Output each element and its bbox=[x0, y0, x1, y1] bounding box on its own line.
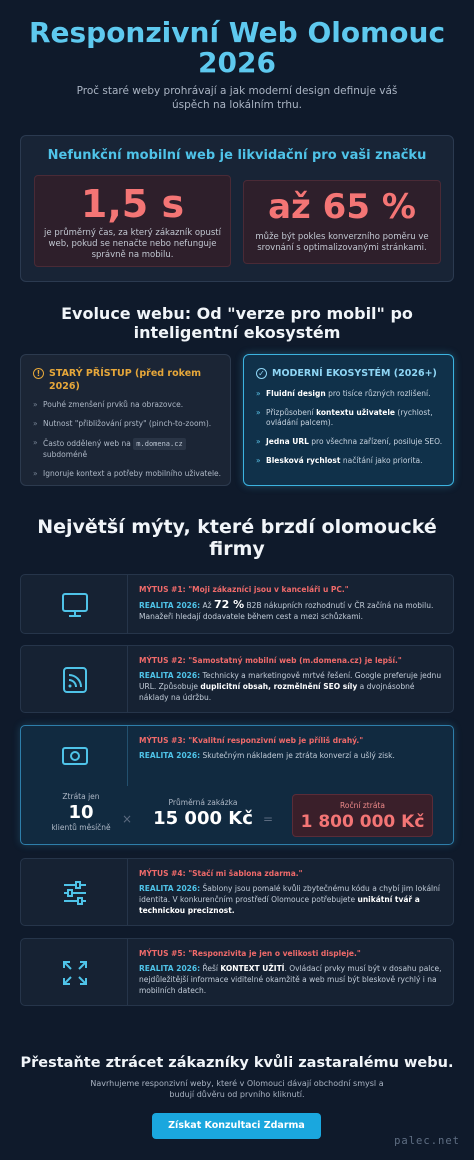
modern-ecosystem-card bbox=[243, 354, 454, 486]
item-text: Často oddělený web na bbox=[43, 439, 131, 448]
avg-order bbox=[141, 798, 265, 830]
stat-text: je průměrný čas, za který zákazník opustí web, pokud se nenačte nebo nefunguje správně na mobilu. bbox=[44, 228, 221, 260]
myth-text bbox=[139, 656, 443, 703]
reality-strong: unikátní tvář a technickou preciznost. bbox=[139, 895, 420, 915]
item-strong: Blesková rychlost bbox=[266, 456, 341, 465]
old-approach-title: STARÝ PŘÍSTUP (před rokem 2026) bbox=[49, 368, 202, 392]
calc-label: Průměrná zakázka bbox=[168, 798, 238, 807]
list-item: » Ignoruje kontext a potřeby mobilního uživatele. bbox=[33, 469, 222, 479]
stat-card-conversion bbox=[243, 180, 441, 264]
calc-value: 15 000 Kč bbox=[153, 808, 253, 829]
money-icon bbox=[60, 741, 90, 771]
myth-icon-col bbox=[21, 726, 128, 786]
reality-strong: duplicitní obsah, rozmělnění SEO síly bbox=[200, 682, 358, 691]
list-item bbox=[256, 389, 445, 399]
list-item bbox=[33, 438, 222, 460]
calc-value: 1 800 000 Kč bbox=[300, 812, 425, 832]
monitor-icon bbox=[60, 590, 90, 620]
reality-label: REALITA 2026: bbox=[139, 601, 201, 610]
modern-title: MODERNÍ EKOSYSTÉM (2026+) bbox=[272, 368, 437, 379]
myth-card-5 bbox=[20, 938, 454, 1006]
myth-card-2 bbox=[20, 645, 454, 713]
list-item bbox=[256, 408, 445, 428]
reality-label: REALITA 2026: bbox=[139, 964, 201, 973]
item-text: Přizpůsobení bbox=[266, 408, 314, 417]
myth-text bbox=[139, 736, 443, 761]
reality-highlight: 72 % bbox=[213, 598, 245, 611]
check-circle-icon: ✓ bbox=[256, 368, 267, 379]
myth-icon-col bbox=[21, 646, 128, 712]
page-title: Responzivní Web Olomouc 2026 bbox=[28, 16, 446, 79]
reality-text: Až bbox=[202, 601, 212, 610]
list-item: » Pouhé zmenšení prvků na obrazovce. bbox=[33, 400, 222, 410]
list-item bbox=[256, 456, 445, 466]
mobile-rss-icon bbox=[60, 665, 90, 695]
myth-card-4 bbox=[20, 858, 454, 926]
modern-head bbox=[256, 367, 443, 380]
myth-text bbox=[139, 585, 443, 622]
myth-label: MÝTUS #4: "Stačí mi šablona zdarma." bbox=[139, 869, 303, 878]
warning-icon: ! bbox=[33, 368, 44, 379]
annual-loss bbox=[292, 794, 433, 837]
list-item bbox=[256, 437, 445, 447]
myth-icon-col bbox=[21, 575, 128, 633]
reality-label: REALITA 2026: bbox=[139, 884, 201, 893]
loss-calculation bbox=[21, 788, 453, 845]
myth-icon-col bbox=[21, 859, 128, 925]
item-text: subdoméně bbox=[43, 450, 88, 459]
reality-text: Technicky a marketingově mrtvé řešení. Google preferuje jednu URL. Způsobuje bbox=[139, 671, 442, 691]
myth-icon-col bbox=[21, 939, 128, 1005]
modern-list bbox=[256, 389, 445, 475]
page-subtitle: Proč staré weby prohrávají a jak moderní design definuje váš úspěch na lokálním trhu. bbox=[76, 85, 398, 111]
old-approach-head bbox=[33, 367, 220, 393]
reality-label: REALITA 2026: bbox=[139, 671, 201, 680]
myth-text bbox=[139, 869, 443, 916]
stat-value: 1,5 s bbox=[80, 182, 185, 226]
old-approach-card bbox=[20, 354, 231, 486]
reality-text: Skutečným nákladem je ztráta konverzí a ušlý zisk. bbox=[202, 751, 395, 760]
item-strong: Fluidní design bbox=[266, 389, 326, 398]
myth-label: MÝTUS #3: "Kvalitní responzivní web je příliš drahý." bbox=[139, 736, 364, 745]
myth-card-1 bbox=[20, 574, 454, 634]
myth-reality bbox=[139, 883, 443, 916]
calc-value: 10 bbox=[68, 802, 94, 823]
reality-text: a dvojnásobné náklady na údržbu. bbox=[139, 682, 415, 702]
multiply-sign: × bbox=[122, 812, 133, 826]
problem-title: Nefunkční mobilní web je likvidační pro vaši značku bbox=[47, 148, 427, 163]
sliders-icon bbox=[60, 878, 90, 908]
item-text: (rychlost, ovládání palcem). bbox=[266, 408, 433, 427]
reality-label: REALITA 2026: bbox=[139, 751, 201, 760]
reality-text: Řeší bbox=[202, 964, 218, 973]
myth-label: MÝTUS #1: "Moji zákazníci jsou v kanceláři u PC." bbox=[139, 585, 349, 594]
reality-text: Šablony jsou pomalé kvůli zbytečnému kódu a chybí jim lokální identita. V konkurenčním prostředí Olomouce potřebujete bbox=[139, 884, 440, 904]
item-strong: Jedna URL bbox=[266, 437, 309, 446]
old-approach-list bbox=[33, 400, 222, 488]
get-consultation-button[interactable]: Získat Konzultaci Zdarma bbox=[152, 1113, 321, 1139]
stat-value: až 65 % bbox=[268, 187, 416, 227]
lost-clients bbox=[33, 792, 129, 833]
item-text: načítání jako priorita. bbox=[342, 456, 423, 465]
evolution-title: Evoluce webu: Od "verze pro mobil" po inteligentní ekosystém bbox=[61, 304, 413, 342]
footer-title: Přestaňte ztrácet zákazníky kvůli zastaralému webu. bbox=[20, 1055, 454, 1071]
myth-reality bbox=[139, 670, 443, 703]
myth-reality bbox=[139, 599, 443, 622]
footer-subtitle: Navrhujeme responzivní weby, které v Olomouci dávají obchodní smysl a budují důvěru od prvního kliknutí. bbox=[90, 1079, 384, 1099]
item-text: pro všechna zařízení, posiluje SEO. bbox=[311, 437, 443, 446]
list-item: » Nutnost "přibližování prsty" (pinch-to-zoom). bbox=[33, 419, 222, 429]
item-text: pro tisíce různých rozlišení. bbox=[328, 389, 431, 398]
expand-icon bbox=[60, 958, 90, 988]
reality-text: B2B nákupních rozhodnutí v ČR začíná na mobilu. Manažeři hledají dodavatele během cest a mezi schůzkami. bbox=[139, 601, 434, 621]
reality-text: . Ovládací prvky musí být v dosahu palce, nejdůležitější informace viditelné okamžitě a web musí být bleskově rychlý i na mobilních datech. bbox=[139, 964, 442, 995]
myth-label: MÝTUS #5: "Responzivita je jen o velikosti displeje." bbox=[139, 949, 361, 958]
reality-strong: KONTEXT UŽITÍ bbox=[220, 964, 285, 973]
code-snippet: m.domena.cz bbox=[133, 438, 185, 450]
stat-text: může být pokles konverzního poměru ve srovnání s optimalizovanými stránkami. bbox=[255, 232, 429, 253]
myth-text bbox=[139, 949, 443, 996]
calc-unit: klientů měsíčně bbox=[51, 823, 111, 832]
myth-card-3 bbox=[20, 725, 454, 845]
stat-card-bounce bbox=[34, 175, 231, 267]
myth-reality bbox=[139, 750, 443, 761]
problem-section bbox=[20, 135, 454, 282]
myths-title: Největší mýty, které brzdí olomoucké firmy bbox=[37, 516, 437, 560]
myth-reality bbox=[139, 963, 443, 996]
equals-sign: = bbox=[263, 812, 274, 826]
myth-label: MÝTUS #2: "Samostatný mobilní web (m.domena.cz) je lepší." bbox=[139, 656, 402, 665]
brand-logo: palec.net bbox=[394, 1135, 460, 1147]
calc-label: Ztráta jen bbox=[62, 792, 100, 801]
calc-label: Roční ztráta bbox=[340, 801, 385, 810]
item-strong: kontextu uživatele bbox=[316, 408, 395, 417]
